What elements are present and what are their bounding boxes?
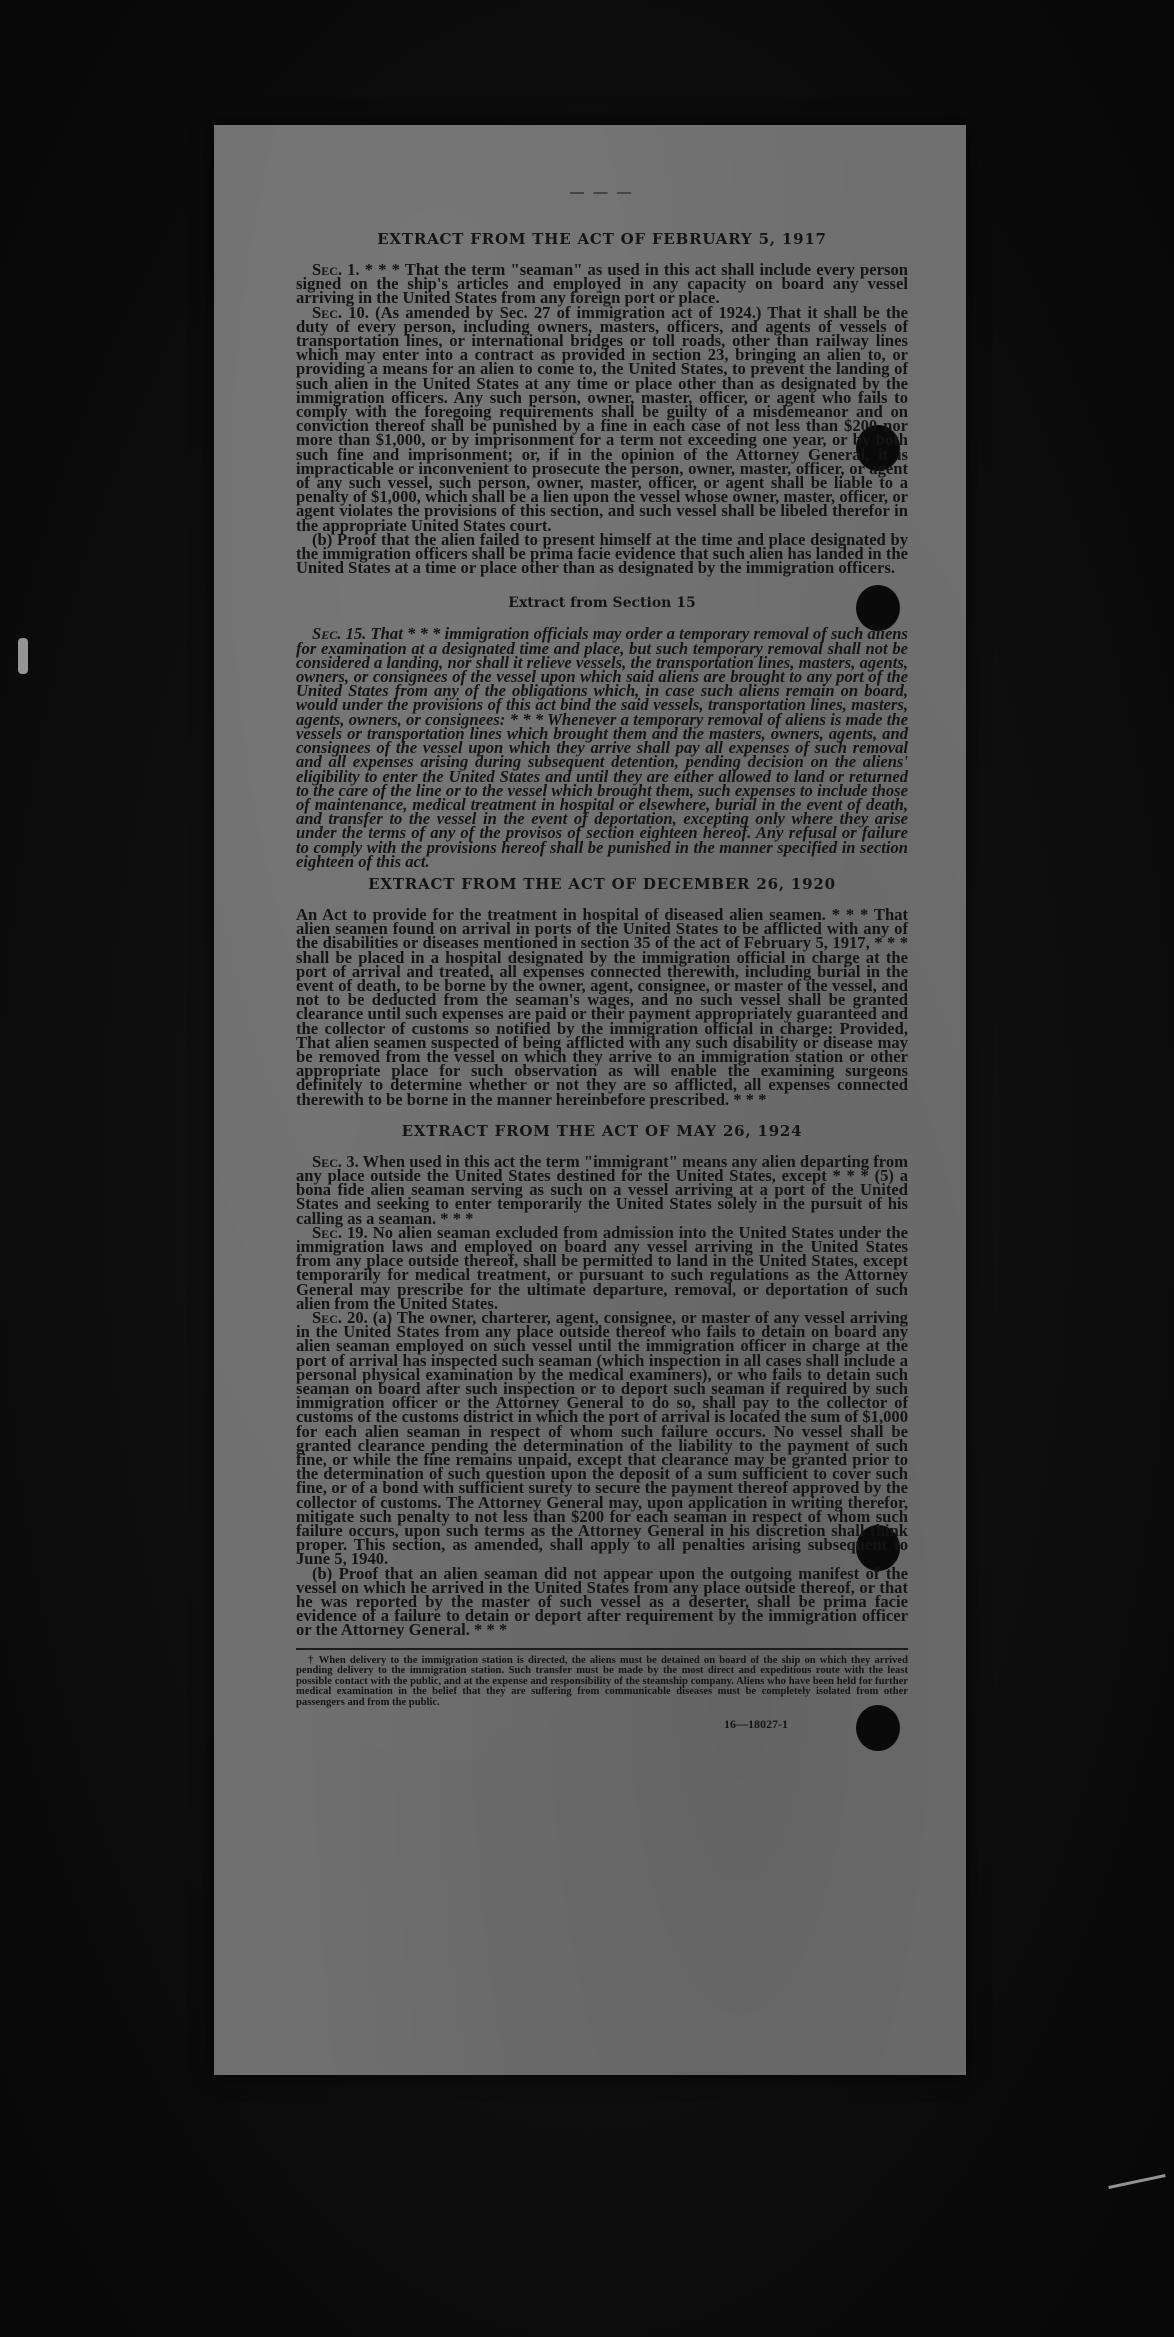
act-heading-1917: EXTRACT FROM THE ACT OF FEBRUARY 5, 1917 — [377, 230, 827, 248]
act-heading-1924: EXTRACT FROM THE ACT OF MAY 26, 1924 — [401, 1121, 803, 1140]
section-act-1924 — [296, 1121, 908, 1638]
paragraph-text: (a) The owner, charterer, agent, consignee, or master of any vessel arriving in the United States from any place outside thereof who fails to detain on board any alien seaman employed on such vessel until the immigration officer in charge at the port of arrival has inspected such seaman (which inspection in all cases shall include a personal physical examination by the medical examiners), or who fails to detain such seaman on board after such inspection or to deport such seaman if required by such immigration officer or the Attorney General to do so, shall pay to the collector of customs of the customs district in which the port of arrival is located the sum of $1,000 for each alien seaman in respect of whom such failure occurs. No vessel shall be granted clearance pending the determination of the liability to the payment of such fine, or while the fine remains unpaid, except that clearance may be granted prior to the determination of such question upon the deposit of a sum sufficient to cover such fine, or of a bond with sufficient surety to secure the payment thereof approved by the collector of customs. The Attorney General may, upon application in writing therefor, mitigate such penalty to not less than $200 for each seaman in respect of whom such failure occurs, upon such terms as the Attorney General in his discretion shall think proper. This section, as amended, shall apply to all penalties arising subsequent to June 5, 1940. — [296, 1308, 908, 1569]
paragraph-sec-20 — [296, 1308, 908, 1569]
header-mark: — — — — [570, 185, 634, 200]
section-label: Sec. 1. — [312, 260, 360, 279]
paragraph-text: That * * * immigration officials may order a temporary removal of such aliens for examination at a designated time and place, but such temporary removal shall not be considered a landing, nor shall it relieve vessels, the transportation lines, masters, agents, owners, or consignees of the vessel upon which said aliens are brought to any port of the United States from any of the obligations which, in case such aliens remain on board, would under the provisions of this act bind the said vessels, transportation lines, masters, agents, owners, or consignees: * * * Whenever a temporary removal of aliens is made the vessels or transportation lines which brought them and the masters, owners, agents, and consignees of the vessel upon which they arrive shall pay all expenses of such removal and all expenses arising during subsequent detention, pending decision on the aliens' eligibility to enter the United States and until they are either allowed to land or returned to the care of the line or to the vessel which brought them, such expenses to include those of maintenance, medical treatment in hospital or elsewhere, burial in the event of death, and transfer to the vessel in the event of deportation, excepting only where they arise under the terms of any of the provisos of section eighteen hereof. Any refusal or failure to comply with the provisions hereof shall be punished in the manner specified in section eighteen of this act. — [296, 624, 908, 871]
paragraph-text: (b) Proof that the alien failed to present himself at the time and place designated by the immigration officers shall be prima facie evidence that such alien has landed in the United States at a time or place other than as designated by the immigration officers. — [296, 529, 908, 578]
paragraph-sec-1 — [296, 260, 908, 308]
section-label: Sec. 3. — [312, 1151, 359, 1171]
section-act-1917 — [296, 229, 908, 578]
paragraph-text: An Act to provide for the treatment in hospital of diseased alien seamen. * * * That alien seamen found on arrival in ports of the United States to be afflicted with any of the disabilities or diseases mentioned in section 35 of the act of February 5, 1917, * * * shall be placed in a hospital designated by the immigration official in charge at the port of arrival and treated, all expenses connected therewith, including burial in the event of death, to be borne by the owner, agent, consignee, or master of the vessel, and not to be deducted from the seaman's wages, and no such vessel shall be granted clearance until such expenses are paid or their payment appropriately guaranteed and the collector of customs so notified by the immigration official in charge: Provided, That alien seamen suspected of being afflicted with any such disability or disease may be removed from the vessel on which they arrive to an immigration station or other appropriate place for such observation as will enable the examining surgeons definitely to determine whether or not they are so afflicted, all expenses connected therewith to be borne in the manner hereinbefore prescribed. * * * — [296, 904, 908, 1109]
section-label: Sec. 19. — [312, 1222, 368, 1242]
document-body — [296, 185, 908, 1732]
paragraph-text: (b) Proof that an alien seaman did not appear upon the outgoing manifest of the vessel on which he arrived in the United States from any place outside thereof, or that he was reported by the master of such vessel as a deserter, shall be prima facie evidence of a failure to detain or deport after requirement by the immigration officer or the Attorney General. * * * — [296, 1563, 908, 1640]
paragraph-text: No alien seaman excluded from admission into the United States under the immigration laws and employed on board any vessel arriving in the United States from any place outside thereof, shall be permitted to land in the United States, except temporarily for medical treatment, or pursuant to such regulations as the Attorney General may prescribe for the ultimate departure, removal, or deportation of such alien from the United States. — [296, 1222, 908, 1313]
section-label: Sec. 15. — [312, 624, 367, 644]
paragraph-sec-10b — [296, 529, 908, 578]
paragraph-sec-20b — [296, 1563, 908, 1640]
paragraph-sec-3 — [296, 1151, 908, 1228]
document-page — [214, 125, 966, 2075]
footnote-divider — [296, 1648, 908, 1650]
section-label: Sec. 10. — [312, 302, 369, 322]
section-act-1920 — [296, 874, 908, 1107]
form-number: 16—18027-1 — [724, 1716, 788, 1731]
footnote: † When delivery to the immigration station is directed, the aliens must be detained on board of the ship on which they arrived pending delivery to the immigration station. Such transfer must be made by the most direct and expeditious route with the least possible contact with the public, and at the expense and responsibility of the steamship company. Aliens who have been held for further medical examination in the belief that they are suffering from communicable diseases must be completely isolated from other passengers and from the public. — [296, 1654, 908, 1709]
paragraph-act-1920 — [296, 904, 908, 1109]
paragraph-text: When used in this act the term "immigrant" means any alien departing from any place outside the United States destined for the United States, except * * * (5) a bona fide alien seaman serving as such on a vessel arriving at a port of the United States and seeking to enter temporarily the United States solely in the pursuit of his calling as a seaman. * * * — [296, 1151, 908, 1228]
subheading-section-15: Extract from Section 15 — [508, 595, 696, 612]
paragraph-sec-10 — [296, 302, 908, 535]
section-extract-15 — [296, 593, 908, 871]
right-edge-scratch — [1108, 2174, 1165, 2189]
paragraph-text: * * * That the term "seaman" as used in this act shall include every person signed on the ship's articles and employed in any capacity on board any vessel arriving in the United States from any foreign port or place. — [296, 260, 908, 308]
left-edge-scratch — [18, 638, 28, 674]
act-heading-1920: EXTRACT FROM THE ACT OF DECEMBER 26, 1920 — [368, 874, 836, 893]
paragraph-text: (As amended by Sec. 27 of immigration act of 1924.) That it shall be the duty of every person, including owners, masters, officers, and agents of vessels of transportation lines, or international bridges or toll roads, other than railway lines which may enter into a contract as provided in section 23, bringing an alien to, or providing a means for an alien to come to, the United States, to prevent the landing of such alien in the United States at any time or place other than as designated by the immigration officers. Any such person, owner, master, officer, or agent who fails to comply with the foregoing requirements shall be guilty of a misdemeanor and on conviction thereof shall be punished by a fine in each case of not less than $200 nor more than $1,000, or by imprisonment for a term not exceeding one year, or by both such fine and imprisonment; or, if in the opinion of the Attorney General, it is impracticable or inconvenient to prosecute the person, owner, master, officer, or agent of any such vessel, such person, owner, master, officer, or agent shall be liable to a penalty of $1,000, which shall be a lien upon the vessel whose owner, master, officer, or agent violates the provisions of this section, and such vessel shall be libeled therefor in the appropriate United States court. — [296, 302, 908, 535]
section-label: Sec. 20. — [312, 1308, 368, 1327]
paragraph-sec-19 — [296, 1222, 908, 1313]
paragraph-sec-15 — [296, 624, 908, 871]
